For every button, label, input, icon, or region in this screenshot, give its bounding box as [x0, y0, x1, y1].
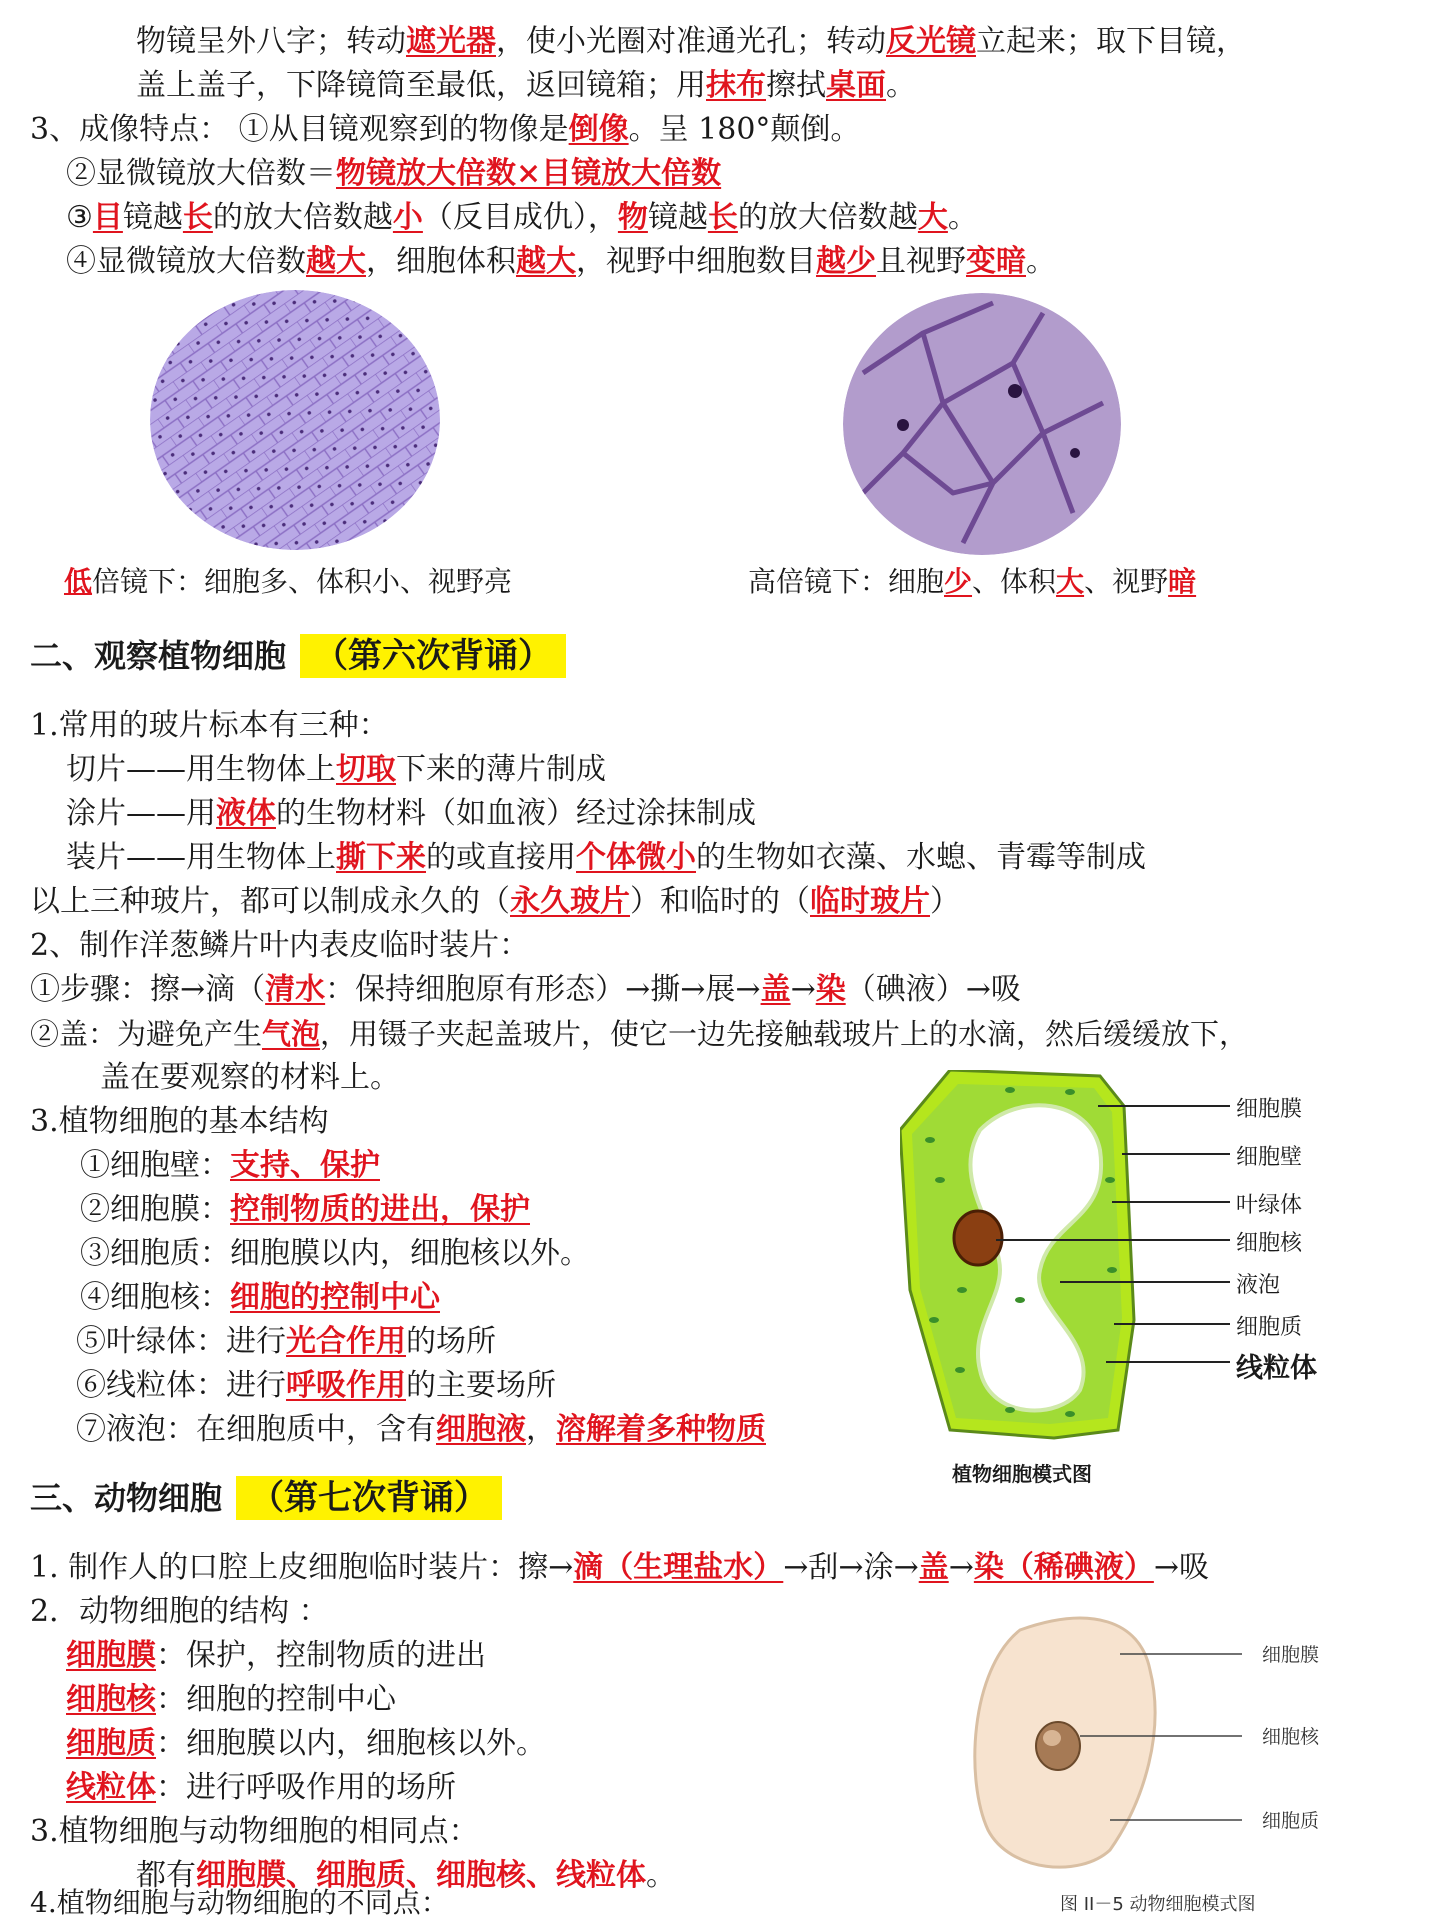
- text: 装片——用生物体上: [66, 840, 336, 875]
- key-term: 细胞核: [66, 1682, 156, 1717]
- text-line: [66, 794, 756, 834]
- text: 下来的薄片制成: [396, 752, 606, 787]
- text: →吸: [1153, 1550, 1209, 1585]
- text-line: [30, 1014, 1248, 1054]
- text-line: [30, 706, 389, 746]
- structure-item: [80, 1190, 530, 1230]
- text: ④细胞核：: [80, 1280, 230, 1315]
- text: 的或直接用: [426, 840, 576, 875]
- plant-label-nucleus: 细胞核: [1236, 1231, 1303, 1256]
- text: 2、制作洋葱鳞片叶内表皮临时装片：: [30, 928, 530, 963]
- text: 的生物材料（如血液）经过涂抹制成: [276, 796, 756, 831]
- text: ）: [930, 884, 960, 919]
- text: 。: [646, 1858, 676, 1893]
- text: 的主要场所: [406, 1368, 556, 1403]
- text: 、视野: [1084, 565, 1169, 598]
- plant-label-mitochondria: 线粒体: [1236, 1353, 1317, 1384]
- key-term: 暗: [1168, 565, 1197, 598]
- key-term: 撕下来: [336, 840, 426, 875]
- key-term: 倒像: [568, 112, 629, 147]
- text: 、体积: [972, 565, 1057, 598]
- text: ：保持细胞原有形态）→撕→展→: [325, 972, 761, 1007]
- text: 1. 制作人的口腔上皮细胞临时装片：擦→: [30, 1550, 574, 1585]
- key-term: 越少: [816, 244, 876, 279]
- key-term: 切取: [336, 752, 396, 787]
- key-term: 清水: [265, 972, 326, 1007]
- structure-item: [76, 1410, 766, 1450]
- text: 立起来；取下目镜，: [976, 24, 1246, 59]
- text: ：细胞膜以内，细胞核以外。: [156, 1726, 546, 1761]
- section-heading: [30, 1476, 502, 1520]
- text: ④显微镜放大倍数: [66, 244, 306, 279]
- text: （反目成仇），: [422, 200, 618, 235]
- key-term: 临时玻片: [810, 884, 930, 919]
- text: 物镜呈外八字；转动: [136, 24, 406, 59]
- key-term: 永久玻片: [510, 884, 630, 919]
- low-magnification-image: [150, 290, 440, 550]
- text: 的放大倍数越: [737, 200, 918, 235]
- text: 镜越: [122, 200, 183, 235]
- text: 切片——用生物体上: [66, 752, 336, 787]
- text: ③细胞质：细胞膜以内，细胞核以外。: [80, 1236, 590, 1271]
- key-term: 物: [617, 200, 648, 235]
- key-term: 支持、保护: [230, 1148, 380, 1183]
- text: ①步骤：擦→滴（: [30, 972, 266, 1007]
- text: ②显微镜放大倍数＝: [66, 156, 336, 191]
- text-line: [30, 1548, 1209, 1588]
- key-term: 大: [917, 200, 948, 235]
- key-term: 溶解着多种物质: [556, 1412, 766, 1447]
- text: 。呈 180°颠倒。: [628, 112, 861, 147]
- text: ，视野中细胞数目: [576, 244, 816, 279]
- key-term: 少: [944, 565, 973, 598]
- text: 的场所: [406, 1324, 496, 1359]
- key-term: 变暗: [966, 244, 1026, 279]
- text: ，使小光圈对准通光孔；转动: [496, 24, 886, 59]
- text-line: [30, 970, 1021, 1010]
- plant-cell-caption: 植物细胞模式图: [952, 1462, 1092, 1486]
- key-term: 盖: [760, 972, 791, 1007]
- text-line: [66, 242, 1056, 282]
- text: 3、成像特点： ①从目镜观察到的物像是: [30, 112, 569, 147]
- text: ③: [66, 200, 93, 235]
- text-line: [136, 66, 916, 106]
- text: ①细胞壁：: [80, 1148, 230, 1183]
- structure-item: [76, 1322, 496, 1362]
- text: ②盖：为避免产生: [30, 1017, 263, 1051]
- text: 擦拭: [766, 68, 826, 103]
- heading-text: 二、观察植物细胞: [30, 637, 287, 675]
- animal-label-nucleus: 细胞核: [1262, 1726, 1320, 1748]
- text: →: [948, 1550, 974, 1585]
- key-term: 细胞膜: [66, 1638, 156, 1673]
- text-line: [66, 198, 978, 238]
- text: 的放大倍数越: [212, 200, 393, 235]
- text-line: [30, 882, 960, 922]
- text: 高倍镜下：细胞: [748, 565, 945, 598]
- text: 的生物如衣藻、水螅、青霉等制成: [696, 840, 1146, 875]
- plant-label-cytoplasm: 细胞质: [1236, 1315, 1303, 1340]
- key-term: 细胞液: [436, 1412, 526, 1447]
- key-term: 光合作用: [286, 1324, 406, 1359]
- structure-item: [80, 1278, 440, 1318]
- structure-item: [80, 1146, 380, 1186]
- recitation-tag: （第七次背诵）: [236, 1476, 502, 1520]
- key-term: 细胞的控制中心: [230, 1280, 440, 1315]
- text: ，: [526, 1412, 556, 1447]
- key-term: 呼吸作用: [286, 1368, 406, 1403]
- key-term: 染（稀碘液）: [973, 1550, 1154, 1585]
- text: ，用镊子夹起盖玻片，使它一边先接触载玻片上的水滴，然后缓缓放下，: [320, 1017, 1249, 1051]
- text: 4.植物细胞与动物细胞的不同点：: [30, 1886, 449, 1919]
- key-term: 盖: [918, 1550, 949, 1585]
- text-line: [66, 838, 1146, 878]
- text: 倍镜下：细胞多、体积小、视野亮: [92, 565, 513, 598]
- text: 3.植物细胞的基本结构: [30, 1104, 329, 1139]
- key-term: 控制物质的进出，保护: [230, 1192, 530, 1227]
- text-line: [136, 22, 1246, 62]
- text: 。: [886, 68, 916, 103]
- text: 盖上盖子，下降镜筒至最低，返回镜箱；用: [136, 68, 706, 103]
- text: ，细胞体积: [366, 244, 516, 279]
- text: 镜越: [647, 200, 708, 235]
- text: 1.常用的玻片标本有三种：: [30, 708, 389, 743]
- text: （碘液）→吸: [845, 972, 1021, 1007]
- plant-label-wall: 细胞壁: [1236, 1145, 1303, 1170]
- low-magnification-caption: [64, 562, 512, 602]
- structure-item: [66, 1680, 396, 1720]
- recitation-tag: （第六次背诵）: [300, 634, 566, 678]
- plant-label-vacuole: 液泡: [1236, 1273, 1281, 1298]
- key-term: 桌面: [826, 68, 886, 103]
- text-line: [30, 110, 860, 150]
- text-line: [30, 1886, 449, 1920]
- text: ⑦液泡：在细胞质中，含有: [76, 1412, 436, 1447]
- text-line: [30, 1592, 329, 1632]
- key-term: 反光镜: [886, 24, 976, 59]
- plant-label-membrane: 细胞膜: [1236, 1097, 1303, 1122]
- key-term: 物镜放大倍数×目镜放大倍数: [336, 156, 722, 191]
- key-term: 液体: [216, 796, 276, 831]
- key-term: 长: [707, 200, 738, 235]
- high-magnification-image: [843, 293, 1121, 555]
- text: →: [790, 972, 816, 1007]
- text: 3.植物细胞与动物细胞的相同点：: [30, 1814, 479, 1849]
- text-line: [66, 154, 721, 194]
- structure-item: [66, 1636, 486, 1676]
- key-term: 染: [815, 972, 846, 1007]
- plant-label-chloroplast: 叶绿体: [1236, 1193, 1303, 1218]
- key-term: 低: [64, 565, 93, 598]
- key-term: 大: [1056, 565, 1085, 598]
- animal-cell-caption: 图 II－5 动物细胞模式图: [1060, 1894, 1256, 1915]
- text: 都有: [136, 1858, 196, 1893]
- text-line: [30, 1102, 329, 1142]
- structure-item: [76, 1366, 556, 1406]
- key-term: 气泡: [262, 1017, 321, 1051]
- text: 以上三种玻片，都可以制成永久的（: [30, 884, 510, 919]
- structure-item: [66, 1724, 546, 1764]
- text: ⑤叶绿体：进行: [76, 1324, 286, 1359]
- key-term: 滴（生理盐水）: [573, 1550, 784, 1585]
- text: ②细胞膜：: [80, 1192, 230, 1227]
- text: 涂片——用: [66, 796, 216, 831]
- key-term: 个体微小: [576, 840, 696, 875]
- key-term: 细胞质: [66, 1726, 156, 1761]
- text: 。: [947, 200, 978, 235]
- key-term: 目: [92, 200, 123, 235]
- structure-item: [80, 1234, 590, 1274]
- text: 。: [1026, 244, 1056, 279]
- text: 且视野: [876, 244, 966, 279]
- key-term: 细胞膜、细胞质、细胞核、线粒体: [196, 1858, 646, 1893]
- key-term: 越大: [306, 244, 366, 279]
- text: 2．动物细胞的结构 ：: [30, 1594, 329, 1629]
- text-line: [30, 1812, 479, 1852]
- text: 盖在要观察的材料上。: [100, 1060, 400, 1095]
- text: ：进行呼吸作用的场所: [156, 1770, 456, 1805]
- animal-label-membrane: 细胞膜: [1262, 1644, 1320, 1666]
- text-line: [100, 1058, 400, 1098]
- key-term: 长: [182, 200, 213, 235]
- text: ⑥线粒体：进行: [76, 1368, 286, 1403]
- animal-label-cytoplasm: 细胞质: [1262, 1810, 1320, 1832]
- key-term: 线粒体: [66, 1770, 156, 1805]
- text-line: [30, 926, 529, 966]
- high-magnification-caption: [748, 562, 1196, 602]
- structure-item: [66, 1768, 456, 1808]
- key-term: 小: [392, 200, 423, 235]
- heading-text: 三、动物细胞: [30, 1479, 223, 1517]
- text: ：保护，控制物质的进出: [156, 1638, 486, 1673]
- text-line: [66, 750, 606, 790]
- key-term: 抹布: [706, 68, 766, 103]
- text: ：细胞的控制中心: [156, 1682, 396, 1717]
- key-term: 越大: [516, 244, 576, 279]
- key-term: 遮光器: [406, 24, 496, 59]
- section-heading: [30, 634, 566, 678]
- text: ）和临时的（: [630, 884, 810, 919]
- text: →刮→涂→: [783, 1550, 919, 1585]
